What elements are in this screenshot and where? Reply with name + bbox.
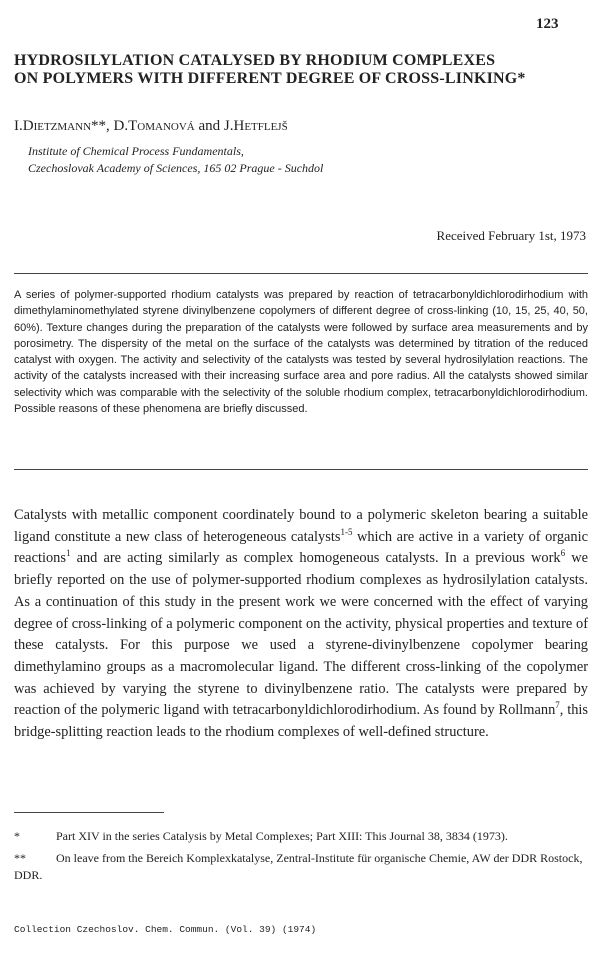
footnote bbox=[14, 850, 588, 884]
citation: 1-5 bbox=[340, 526, 353, 537]
authors bbox=[14, 118, 288, 135]
author-surname: Hetflejš bbox=[233, 118, 288, 134]
abstract-top-rule bbox=[14, 273, 588, 274]
footnotes bbox=[14, 828, 588, 889]
abstract: A series of polymer-supported rhodium catalysts was prepared by reaction of tetracarbonyldichlorodirhodium with dimethylaminomethylated styrene divinylbenzene copolymers of different degree of cross-linking (10, 15, 25, 40, 50, 60%). Texture changes during the preparation of the catalysts were followed by surface area measurements and by porosimetry. The dispersity of the metal on the surface of the catalysts was determined by titration of the reduced catalyst with oxygen. The activity and selectivity of the catalysts was tested by several hydrosilylation reactions. The activity of the catalysts increased with their increasing surface area and pore radius. All the catalysts showed similar selectivity which was comparable with the selectivity of the soluble rhodium complex, tetracarbonyldichlorodirhodium. Possible reasons of these phenomena are briefly discussed. bbox=[14, 289, 588, 416]
received-date: Received February 1st, 1973 bbox=[436, 228, 586, 243]
author-separator: **, bbox=[91, 118, 114, 134]
author-initial: D. bbox=[113, 118, 129, 134]
author-initial: I. bbox=[14, 118, 23, 134]
affiliation bbox=[28, 143, 323, 177]
abstract-bottom-rule bbox=[14, 469, 588, 470]
body-segment: Catalysts with metallic component coordinately bound to a polymeric skeleton bearing a suitable ligand constitute a new class of heterogeneous catalysts bbox=[14, 507, 588, 545]
footnote-rule bbox=[14, 812, 164, 813]
affiliation-line-2: Czechoslovak Academy of Sciences, 165 02 Prague - Suchdol bbox=[28, 161, 324, 175]
journal-reference: Collection Czechoslov. Chem. Commun. (Vol. 39) (1974) bbox=[14, 924, 317, 935]
citation: 6 bbox=[560, 548, 566, 559]
author-surname: Tomanová bbox=[128, 118, 195, 134]
citation: 1 bbox=[65, 548, 71, 559]
author-separator: and bbox=[194, 118, 224, 134]
author-surname: Dietzmann bbox=[22, 118, 92, 134]
article-title bbox=[14, 52, 594, 88]
title-line-2: ON POLYMERS WITH DIFFERENT DEGREE OF CROSS-LINKING* bbox=[14, 70, 526, 87]
title-line-1: HYDROSILYLATION CATALYSED BY RHODIUM COMPLEXES bbox=[14, 52, 496, 69]
footnote-mark: ** bbox=[14, 851, 26, 865]
citation: 7 bbox=[555, 700, 560, 711]
body-segment: we briefly reported on the use of polymer-supported rhodium complexes as hydrosilylation catalysts. As a continuation of this study in the present work we were concerned with the effect of varying degree of cross-linking of a polymeric component on the activity, physical properties and texture of these catalysts. For this purpose we used a styrene-divinylbenzene copolymer bearing dimethylamino groups as a macromolecular ligand. The different cross-linking of the copolymer was achieved by varying the styrene to divinylbenzene ratio. The catalysts were prepared by reaction of the polymeric ligand with tetracarbonyldichlorodirhodium. As found by Rollmann bbox=[14, 550, 588, 719]
footnote-text: On leave from the Bereich Komplexkatalyse, Zentral-Institute für organische Chemie, AW der DDR Rostock, DDR. bbox=[14, 851, 583, 882]
author-initial: J. bbox=[223, 118, 234, 134]
footnote bbox=[14, 828, 588, 845]
body-text bbox=[14, 505, 588, 744]
body-segment: , this bridge-splitting reaction leads to the rhodium complexes of well-defined structure. bbox=[14, 702, 588, 741]
page-number: 123 bbox=[536, 16, 559, 32]
body-segment: which are active in a variety of organic reactions bbox=[14, 528, 588, 567]
footnote-text: Part XIV in the series Catalysis by Metal Complexes; Part XIII: This Journal 38, 3834 (1973). bbox=[56, 829, 508, 843]
footnote-mark: * bbox=[14, 829, 20, 843]
affiliation-line-1: Institute of Chemical Process Fundamentals, bbox=[28, 144, 244, 158]
body-segment: and are acting similarly as complex homogeneous catalysts. In a previous work bbox=[70, 550, 561, 567]
